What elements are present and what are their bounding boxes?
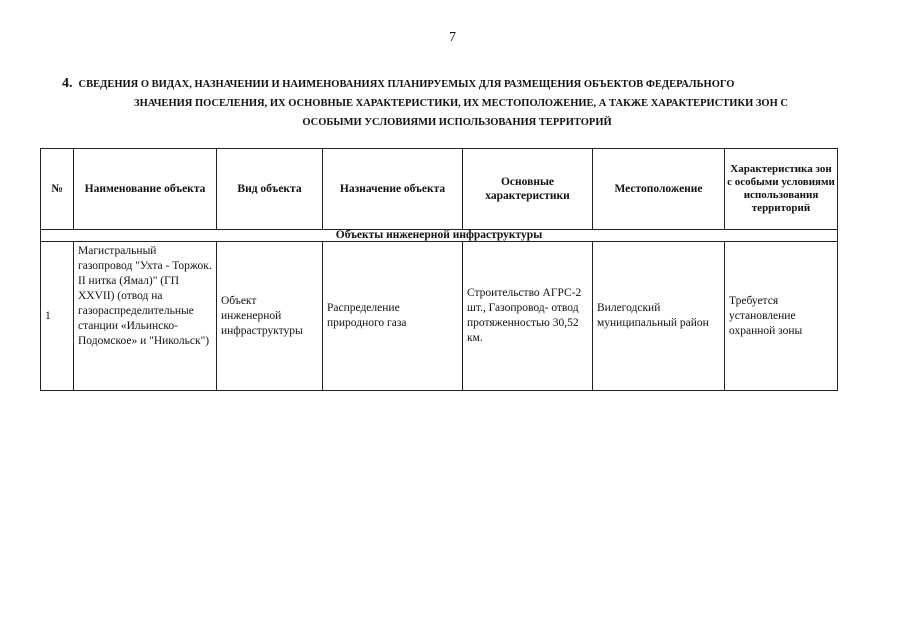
section-heading [62, 74, 852, 132]
cell-number: 1 [41, 242, 74, 391]
heading-line-1 [62, 74, 852, 94]
heading-line-3: ОСОБЫМИ УСЛОВИЯМИ ИСПОЛЬЗОВАНИЯ ТЕРРИТОРИЙ [302, 117, 612, 128]
section-title: Объекты инженерной инфраструктуры [41, 230, 838, 242]
heading-number: 4. [62, 76, 73, 91]
column-header-characteristics: Основные характеристики [463, 149, 593, 230]
column-header-purpose: Назначение объекта [323, 149, 463, 230]
column-header-zones: Характеристика зон с особыми условиями использования территорий [725, 149, 838, 230]
page-number: 7 [449, 30, 456, 45]
section-row [41, 230, 838, 242]
column-header-name: Наименование объекта [74, 149, 217, 230]
cell-purpose: Распределение природного газа [323, 242, 463, 391]
cell-kind: Объект инженерной инфраструктуры [217, 242, 323, 391]
column-header-location: Местоположение [593, 149, 725, 230]
column-header-number: № [41, 149, 74, 230]
planned-objects-table [40, 148, 838, 391]
cell-location: Вилегодский муниципальный район [593, 242, 725, 391]
cell-name: Магистральный газопровод "Ухта - Торжок. II нитка (Ямал)" (ГП XXVII) (отвод на газораспределительные станции «Ильинско-Подомское» и "Никольск") [74, 242, 217, 391]
table-row [41, 242, 838, 391]
heading-line-2: ЗНАЧЕНИЯ ПОСЕЛЕНИЯ, ИХ ОСНОВНЫЕ ХАРАКТЕРИСТИКИ, ИХ МЕСТОПОЛОЖЕНИЕ, А ТАКЖЕ ХАРАКТЕРИСТИКИ ЗОН С [134, 98, 788, 109]
cell-zones: Требуется установление охранной зоны [725, 242, 838, 391]
table-header-row [41, 149, 838, 230]
cell-characteristics: Строительство АГРС-2 шт., Газопровод- отвод протяженностью 30,52 км. [463, 242, 593, 391]
column-header-kind: Вид объекта [217, 149, 323, 230]
heading-text-1: СВЕДЕНИЯ О ВИДАХ, НАЗНАЧЕНИИ И НАИМЕНОВАНИЯХ ПЛАНИРУЕМЫХ ДЛЯ РАЗМЕЩЕНИЯ ОБЪЕКТОВ ФЕДЕРАЛЬНОГО [78, 79, 735, 90]
